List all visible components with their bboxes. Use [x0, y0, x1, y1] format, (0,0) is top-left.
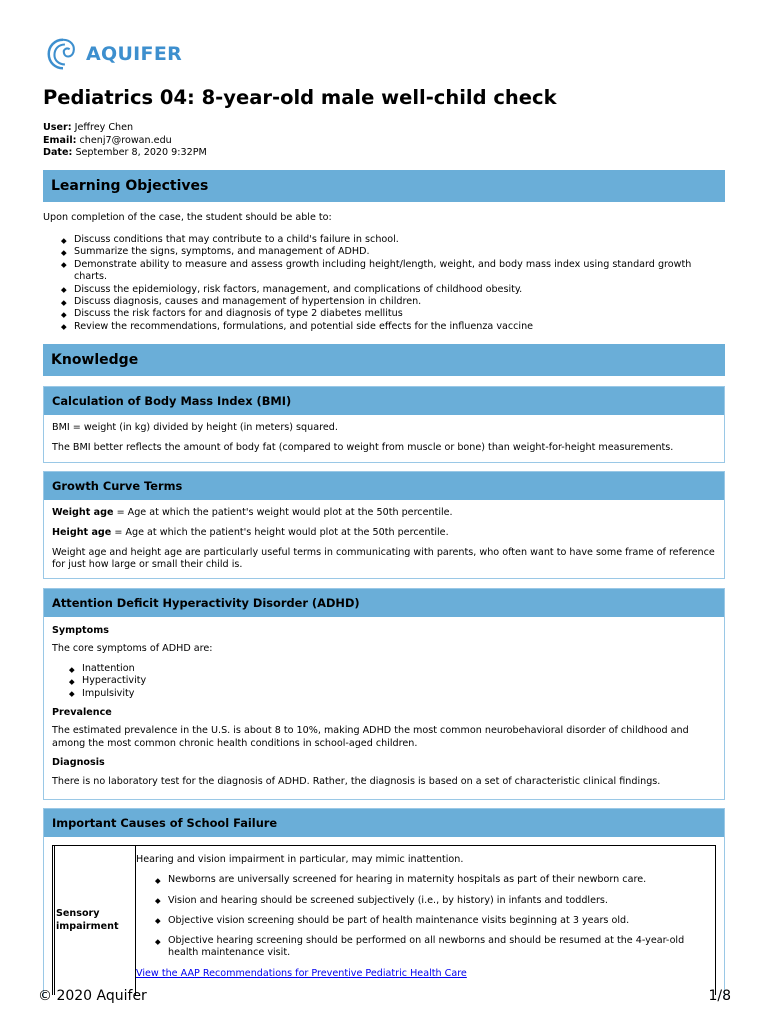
bmi-formula: BMI = weight (in kg) divided by height (in meters) squared. — [52, 422, 338, 433]
list-item: Objective vision screening should be part of health maintenance visits beginning at 3 years old. — [156, 915, 711, 927]
height-age-term: Height age — [52, 526, 112, 538]
date-label: Date: — [43, 147, 73, 158]
list-item: Demonstrate ability to measure and assess growth including height/length, weight, and body mass index using standard growth charts. — [62, 259, 727, 284]
bmi-note: The BMI better reflects the amount of body fat (compared to weight from muscle or bone) than weight-for-height measurements. — [52, 441, 674, 453]
email-value: chenj7@rowan.edu — [79, 134, 172, 146]
growth-heading: Growth Curve Terms — [44, 472, 724, 500]
prevalence-heading: Prevalence — [52, 706, 112, 718]
knowledge-heading: Knowledge — [43, 344, 725, 376]
adhd-heading: Attention Deficit Hyperactivity Disorder (ADHD) — [44, 589, 724, 617]
growth-card — [43, 471, 725, 579]
symptoms-intro: The core symptoms of ADHD are: — [52, 643, 213, 655]
diagnosis-text: There is no laboratory test for the diagnosis of ADHD. Rather, the diagnosis is based on a set of characteristic clinical findings. — [52, 775, 661, 787]
height-age-text: = Age at which the patient's height would plot at the 50th percentile. — [111, 526, 449, 538]
date-value: September 8, 2020 9:32PM — [75, 147, 207, 158]
list-item: Discuss the risk factors for and diagnosis of type 2 diabetes mellitus — [62, 308, 727, 320]
brand-name: AQUIFER — [86, 43, 183, 65]
list-item: Inattention — [70, 663, 716, 675]
list-item: Discuss conditions that may contribute to a child's failure in school. — [62, 234, 727, 246]
aquifer-logo — [44, 34, 182, 74]
causes-table — [52, 845, 716, 995]
prevalence-text: The estimated prevalence in the U.S. is about 8 to 10%, making ADHD the most common neurobehavioral disorder of childhood and among the most common chronic health conditions in school-aged children. — [52, 725, 689, 749]
user-meta — [43, 122, 207, 160]
sensory-intro: Hearing and vision impairment in particular, may mimic inattention. — [136, 854, 464, 865]
diagnosis-heading: Diagnosis — [52, 757, 105, 769]
weight-age-definition — [52, 507, 716, 519]
bmi-heading: Calculation of Body Mass Index (BMI) — [44, 387, 724, 415]
aquifer-logo-icon — [44, 35, 82, 73]
table-row-label: Sensory impairment — [54, 846, 136, 995]
list-item: Review the recommendations, formulations, and potential side effects for the influenza vaccine — [62, 321, 727, 333]
user-label: User: — [43, 122, 72, 133]
list-item: Discuss the epidemiology, risk factors, management, and complications of childhood obesity. — [62, 284, 727, 296]
aap-recommendations-link[interactable]: View the AAP Recommendations for Preventive Pediatric Health Care — [136, 967, 467, 979]
page-title: Pediatrics 04: 8-year-old male well-child check — [43, 86, 557, 109]
symptoms-list — [70, 663, 716, 700]
list-item: Objective hearing screening should be performed on all newborns and should be resumed at the 4-year-old health maintenance visit. — [156, 935, 711, 960]
symptoms-heading: Symptoms — [52, 625, 109, 636]
list-item: Discuss diagnosis, causes and management of hypertension in children. — [62, 296, 727, 308]
bmi-card — [43, 386, 725, 463]
objectives-list — [62, 234, 727, 333]
height-age-definition — [52, 527, 716, 539]
list-item: Summarize the signs, symptoms, and management of ADHD. — [62, 246, 727, 258]
sensory-list — [156, 874, 711, 959]
weight-age-text: = Age at which the patient's weight would plot at the 50th percentile. — [113, 507, 453, 518]
list-item: Newborns are universally screened for hearing in maternity hospitals as part of their newborn care. — [156, 874, 711, 886]
weight-age-term: Weight age — [52, 507, 114, 518]
user-value: Jeffrey Chen — [74, 122, 134, 133]
table-row-content — [136, 846, 715, 995]
list-item: Impulsivity — [70, 688, 716, 700]
list-item: Vision and hearing should be screened subjectively (i.e., by history) in infants and toddlers. — [156, 895, 711, 907]
page-number: 1/8 — [708, 988, 731, 1004]
adhd-card — [43, 588, 725, 800]
email-label: Email: — [43, 134, 77, 146]
growth-note: Weight age and height age are particularly useful terms in communicating with parents, who often want to have some frame of reference for just how large or small their child is. — [52, 546, 715, 570]
learning-objectives-heading: Learning Objectives — [43, 170, 725, 202]
copyright: © 2020 Aquifer — [38, 988, 147, 1004]
school-failure-heading: Important Causes of School Failure — [44, 809, 724, 837]
objectives-intro: Upon completion of the case, the student should be able to: — [43, 212, 332, 223]
list-item: Hyperactivity — [70, 675, 716, 687]
